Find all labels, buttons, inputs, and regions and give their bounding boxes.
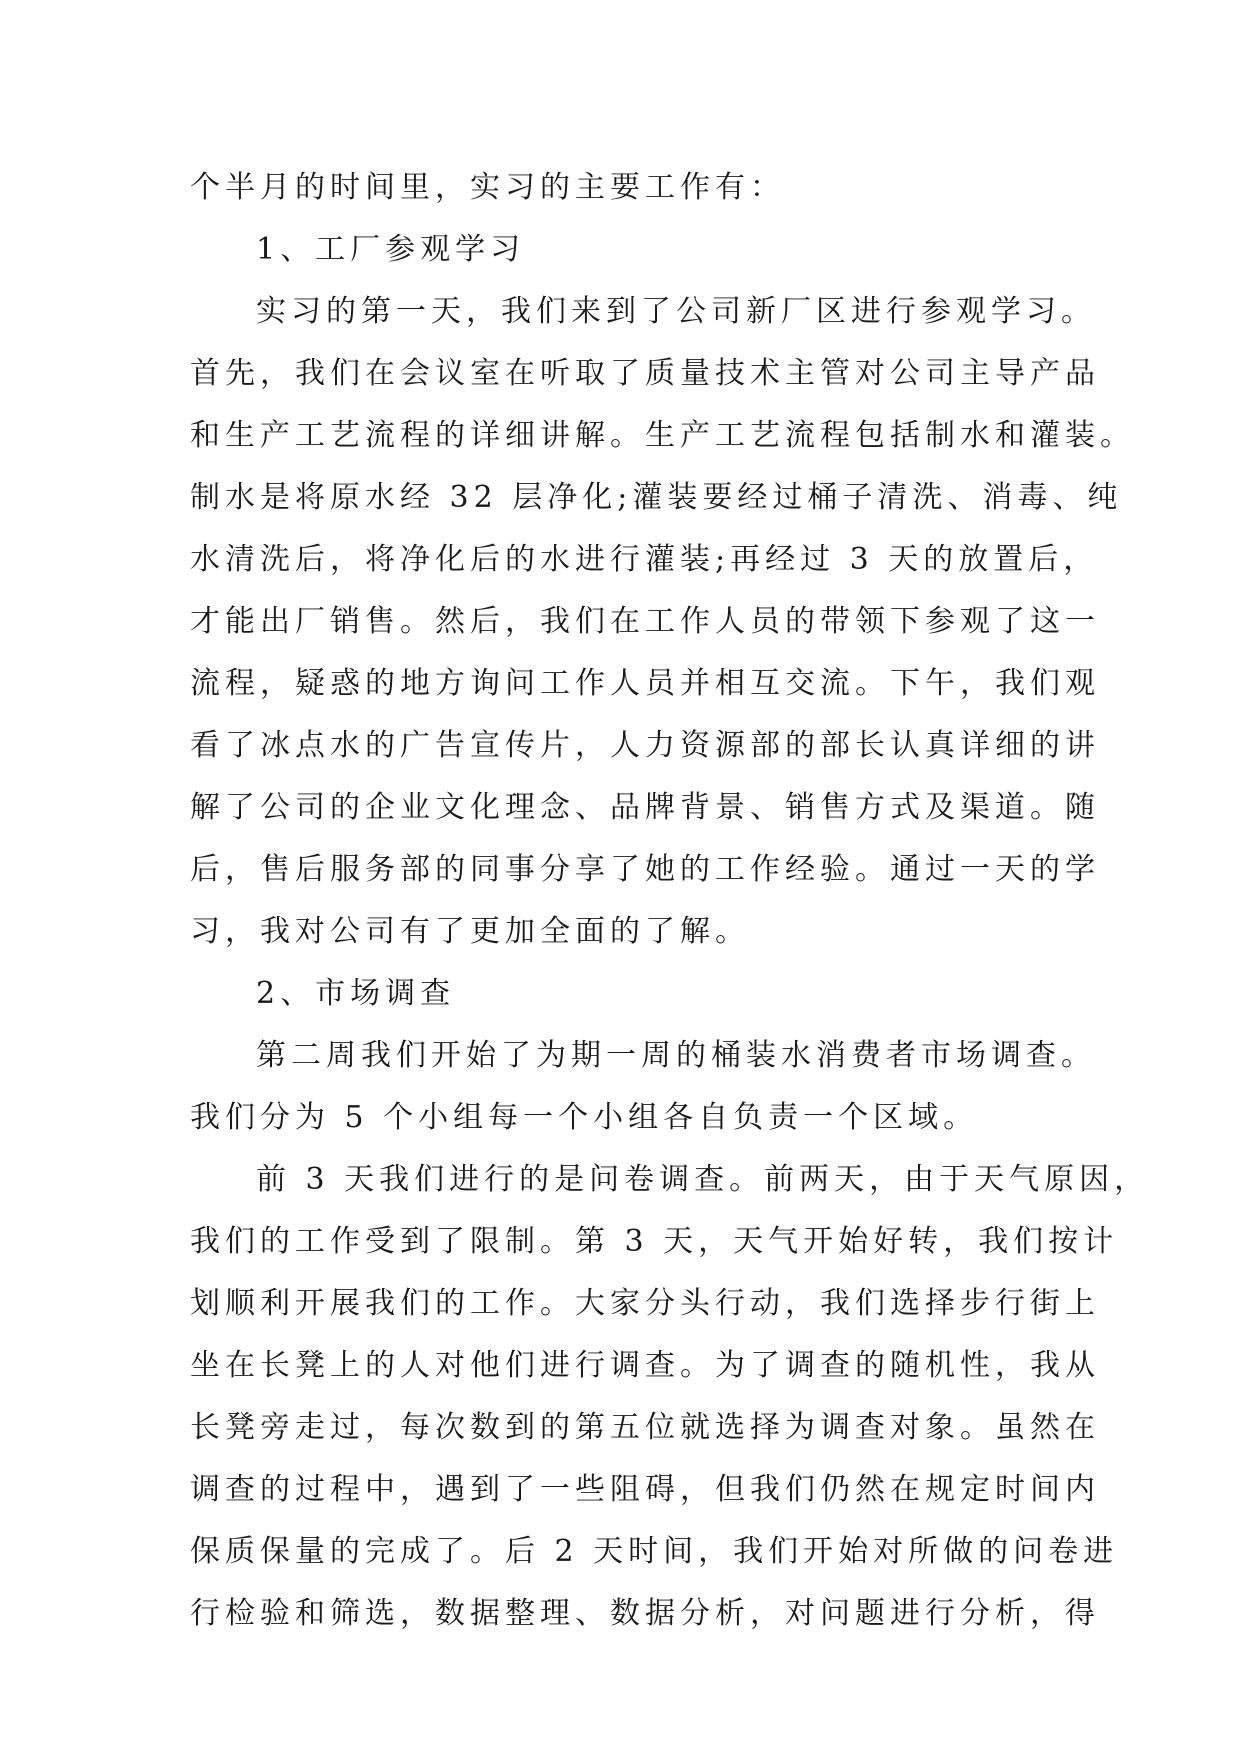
text-line: 保质保量的完成了。后 2 天时间，我们开始对所做的问卷进 bbox=[190, 1534, 1119, 1569]
text-line: 才能出厂销售。然后，我们在工作人员的带领下参观了这一 bbox=[190, 604, 1100, 639]
text-line: 个半月的时间里，实习的主要工作有： bbox=[190, 170, 785, 205]
section-heading: 2、市场调查 bbox=[256, 976, 456, 1011]
text-line: 制水是将原水经 32 层净化;灌装要经过桶子清洗、消毒、纯 bbox=[190, 480, 1123, 515]
text-line: 看了冰点水的广告宣传片，人力资源部的部长认真详细的讲 bbox=[190, 728, 1100, 763]
section-heading: 1、工厂参观学习 bbox=[256, 232, 526, 267]
text-line: 调查的过程中，遇到了一些阻碍，但我们仍然在规定时间内 bbox=[190, 1472, 1100, 1507]
text-line: 行检验和筛选，数据整理、数据分析，对问题进行分析，得 bbox=[190, 1596, 1100, 1631]
text-line: 流程，疑惑的地方询问工作人员并相互交流。下午，我们观 bbox=[190, 666, 1100, 701]
text-line: 水清洗后，将净化后的水进行灌装;再经过 3 天的放置后， bbox=[190, 542, 1099, 577]
text-line: 第二周我们开始了为期一周的桶装水消费者市场调查。 bbox=[256, 1038, 1096, 1073]
text-line: 后，售后服务部的同事分享了她的工作经验。通过一天的学 bbox=[190, 852, 1100, 887]
document-body bbox=[190, 157, 1150, 1645]
text-line: 和生产工艺流程的详细讲解。生产工艺流程包括制水和灌装。 bbox=[190, 418, 1135, 453]
text-line: 习，我对公司有了更加全面的了解。 bbox=[190, 914, 750, 949]
text-line: 长凳旁走过，每次数到的第五位就选择为调查对象。虽然在 bbox=[190, 1410, 1100, 1445]
text-line: 我们分为 5 个小组每一个小组各自负责一个区域。 bbox=[190, 1100, 979, 1135]
text-line: 我们的工作受到了限制。第 3 天，天气开始好转，我们按计 bbox=[190, 1224, 1119, 1259]
text-line: 解了公司的企业文化理念、品牌背景、销售方式及渠道。随 bbox=[190, 790, 1100, 825]
text-line: 坐在长凳上的人对他们进行调查。为了调查的随机性，我从 bbox=[190, 1348, 1100, 1383]
text-line: 实习的第一天，我们来到了公司新厂区进行参观学习。 bbox=[256, 294, 1096, 329]
text-line: 首先，我们在会议室在听取了质量技术主管对公司主导产品 bbox=[190, 356, 1100, 391]
text-line: 前 3 天我们进行的是问卷调查。前两天，由于天气原因， bbox=[256, 1162, 1150, 1197]
text-line: 划顺利开展我们的工作。大家分头行动，我们选择步行街上 bbox=[190, 1286, 1100, 1321]
